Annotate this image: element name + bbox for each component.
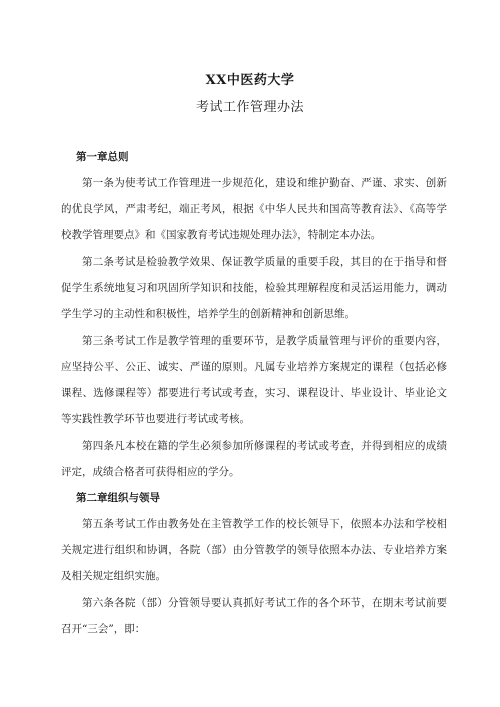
article-paragraph: 第一条为使考试工作管理进一步规范化，建设和维护勤奋、严谨、求实、创新的优良学风，严肃考纪，端正考风，根据《中华人民共和国高等教育法》、《高等学校教学管理要点》和《国家教育考试违规处理办法》，特制定本办法。	[61, 177, 447, 241]
section-heading: 第二章组织与领导	[76, 492, 160, 504]
section-heading: 第一章总则	[76, 151, 129, 163]
article-paragraph: 第五条考试工作由教务处在主管教学工作的校长领导下，依照本办法和学校相关规定进行组织和协调，各院（部）由分管教学的领导依照本办法、专业培养方案及相关规定组织实施。	[61, 518, 447, 582]
article-paragraph: 第六条各院（部）分管领导要认真抓好考试工作的各个环节，在期末考试前要召开“三会”，即：	[61, 597, 447, 635]
article-paragraph: 第二条考试是检验教学效果、保证教学质量的重要手段，其目的在于指导和督促学生系统地复习和巩固所学知识和技能，检验其理解程度和灵活运用能力，调动学生学习的主动性和积极性，培养学生的创新精神和创新思维。	[61, 256, 447, 320]
article-paragraph: 第四条凡本校在籍的学生必须参加所修课程的考试或考查，并得到相应的成绩评定，成绩合格者可获得相应的学分。	[61, 440, 447, 478]
article-paragraph: 第三条考试工作是教学管理的重要环节，是教学质量管理与评价的重要内容，应坚持公平、公正、诚实、严谨的原则。凡属专业培养方案规定的课程（包括必修课程、选修课程等）都要进行考试或考查，实习、课程设计、毕业设计、毕业论文等实践性教学环节也要进行考试或考核。	[61, 335, 447, 425]
university-name: XX中医药大学	[205, 73, 295, 88]
title-block	[0, 67, 500, 121]
document-body	[61, 145, 447, 643]
document-title: 考试工作管理办法	[195, 100, 304, 115]
